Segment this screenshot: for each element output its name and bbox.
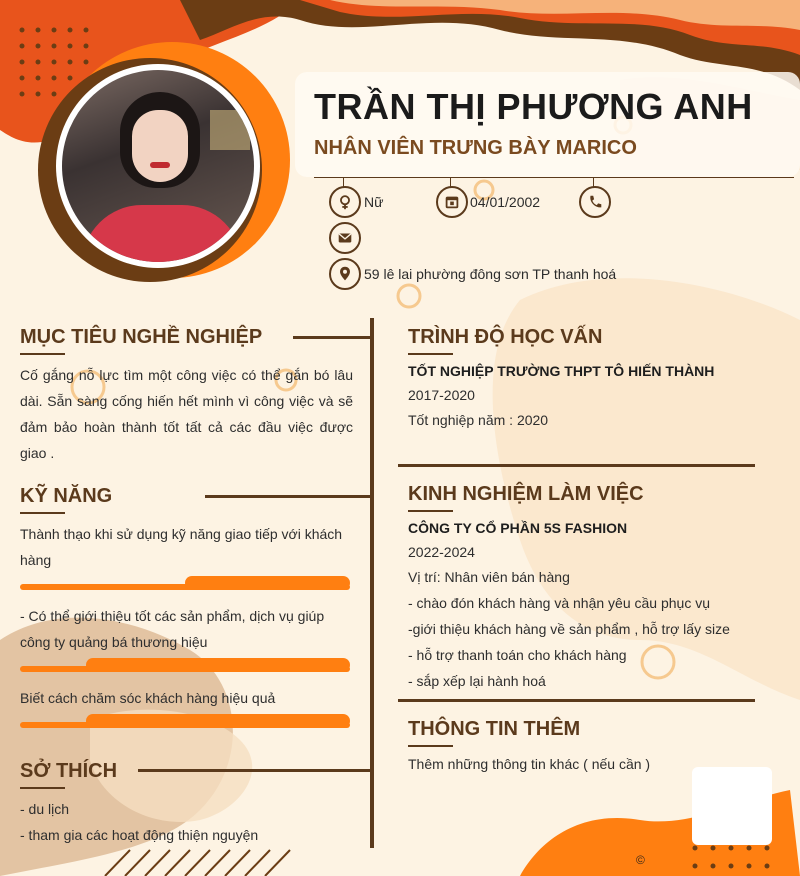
gender-text: Nữ xyxy=(364,194,384,210)
job-title: NHÂN VIÊN TRƯNG BÀY MARICO xyxy=(314,137,637,159)
section-divider xyxy=(398,699,755,702)
birthday-text: 04/01/2002 xyxy=(470,194,541,210)
skill-bar-fill xyxy=(185,576,350,590)
address-text: 59 lê lai phường đông sơn TP thanh hoá xyxy=(364,266,617,282)
experience-company: CÔNG TY CỔ PHẦN 5S FASHION xyxy=(408,520,628,536)
experience-line: -giới thiệu khách hàng về sản phẩm , hỗ trợ lấy size xyxy=(408,621,730,637)
full-name: TRẦN THỊ PHƯƠNG ANH xyxy=(314,86,753,127)
email-icon xyxy=(329,222,361,254)
hobbies-underline xyxy=(20,787,65,789)
skills-title: KỸ NĂNG xyxy=(20,485,113,507)
skill-bar-track xyxy=(20,584,350,590)
experience-line: - sắp xếp lại hành hoá xyxy=(408,673,546,689)
education-school: TỐT NGHIỆP TRƯỜNG THPT TÔ HIẾN THÀNH xyxy=(408,363,715,379)
calendar-icon xyxy=(436,186,468,218)
location-icon xyxy=(329,258,361,290)
experience-line: - hỗ trợ thanh toán cho khách hàng xyxy=(408,647,627,663)
skill-item: - Có thể giới thiệu tốt các sản phẩm, dịch vụ giúp công ty quảng bá thương hiệu xyxy=(20,608,325,650)
experience-line: Vị trí: Nhân viên bán hàng xyxy=(408,569,570,585)
avatar xyxy=(62,70,254,262)
objective-text: Cố gắng nỗ lực tìm một công việc có thể gắn bó lâu dài. Sẵn sàng cống hiến hết mình vì công việc và sẽ đảm bảo hoàn thành tốt tất cả các đầu việc được giao . xyxy=(20,367,353,461)
skill-bar-track xyxy=(20,666,350,672)
skill-bar-fill xyxy=(86,714,350,728)
additional-title: THÔNG TIN THÊM xyxy=(408,718,581,740)
experience-title: KINH NGHIỆM LÀM VIỆC xyxy=(408,483,644,505)
skill-item: Biết cách chăm sóc khách hàng hiệu quả xyxy=(20,690,276,706)
copyright-text: © xyxy=(636,853,645,867)
education-detail: Tốt nghiệp năm : 2020 xyxy=(408,412,549,428)
skill-bar-fill xyxy=(86,658,350,672)
additional-text: Thêm những thông tin khác ( nếu cần ) xyxy=(408,756,651,772)
education-period: 2017-2020 xyxy=(408,387,475,403)
education-underline xyxy=(408,353,453,355)
hobbies-title: SỞ THÍCH xyxy=(20,760,118,782)
hobby-item: - du lịch xyxy=(20,801,70,817)
experience-underline xyxy=(408,510,453,512)
objective-underline xyxy=(20,353,65,355)
skills-underline xyxy=(20,512,65,514)
experience-line: - chào đón khách hàng và nhận yêu cầu phục vụ xyxy=(408,595,710,611)
experience-period: 2022-2024 xyxy=(408,544,475,560)
education-title: TRÌNH ĐỘ HỌC VẤN xyxy=(408,326,603,348)
skill-bar-track xyxy=(20,722,350,728)
skills-rule xyxy=(205,495,371,498)
objective-title: MỤC TIÊU NGHỀ NGHIỆP xyxy=(20,326,263,348)
phone-icon xyxy=(579,186,611,218)
gender-icon xyxy=(329,186,361,218)
hobby-item: - tham gia các hoạt động thiện nguyện xyxy=(20,827,259,843)
objective-rule xyxy=(293,336,371,339)
hobbies-rule xyxy=(138,769,371,772)
additional-underline xyxy=(408,745,453,747)
header-divider xyxy=(314,177,794,178)
skill-item: Thành thạo khi sử dụng kỹ năng giao tiếp với khách hàng xyxy=(20,526,343,568)
section-divider xyxy=(398,464,755,467)
